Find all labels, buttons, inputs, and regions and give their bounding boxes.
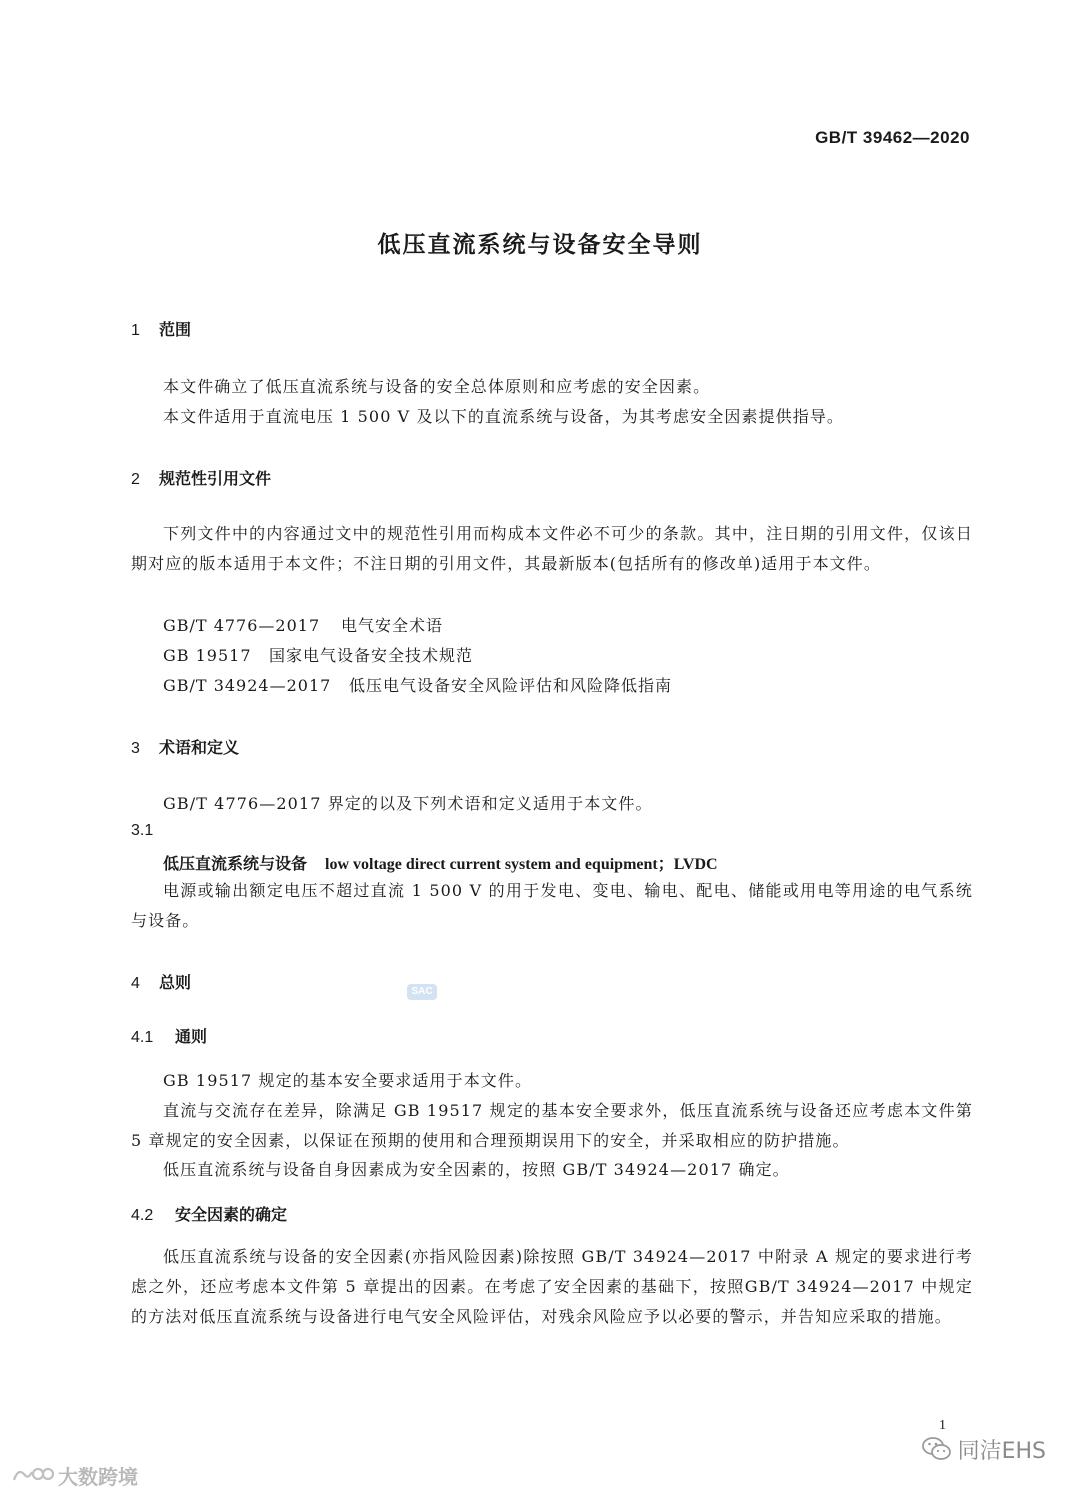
section-title: 术语和定义: [159, 738, 240, 757]
term-entry: [163, 851, 718, 874]
reference-code: GB/T 34924—2017: [163, 676, 332, 695]
logo-icon: [10, 1464, 54, 1486]
paragraph: 直流与交流存在差异，除满足 GB 19517 规定的基本安全要求外，低压直流系统与设备还应考虑本文件第 5 章规定的安全因素，以保证在预期的使用和合理预期误用下的安全，并采取相应的防护措施。: [131, 1101, 973, 1150]
brand-watermark: [10, 1462, 138, 1488]
paragraph: 下列文件中的内容通过文中的规范性引用而构成本文件必不可少的条款。其中，注日期的引用文件，仅该日期对应的版本适用于本文件；不注日期的引用文件，其最新版本(包括所有的修改单)适用于本文件。: [131, 524, 973, 573]
term-definition: 电源或输出额定电压不超过直流 1 500 V 的用于发电、变电、输电、配电、储能或用电等用途的电气系统与设备。: [131, 881, 973, 930]
term-english: low voltage direct current system and equipment；LVDC: [325, 856, 718, 873]
reference-item: [163, 643, 473, 666]
paragraph: GB 19517 规定的基本安全要求适用于本文件。: [163, 1071, 533, 1090]
subsection-number: 4.2: [131, 1207, 154, 1224]
section-title: 规范性引用文件: [159, 469, 272, 488]
paragraph: 低压直流系统与设备的安全因素(亦指风险因素)除按照 GB/T 34924—2017 中附录 A 规定的要求进行考虑之外，还应考虑本文件第 5 章提出的因素。在考虑了安全因素的基础下，按照GB/T 34924—2017 中规定的方法对低压直流系统与设备进行电气安全风险评估，对残余风险应予以必要的警示，并告知应采取的措施。: [131, 1247, 973, 1326]
document-title: 低压直流系统与设备安全导则: [377, 232, 703, 258]
subsection-4-1-heading: [131, 1024, 207, 1047]
paragraph: 低压直流系统与设备自身因素成为安全因素的，按照 GB/T 34924—2017 确定。: [163, 1160, 790, 1179]
subsection-number: 4.1: [131, 1029, 154, 1046]
clause-number: 3.1: [131, 822, 154, 839]
watermark-text: 大数跨境: [58, 1464, 138, 1489]
section-2-heading: [131, 466, 271, 489]
wechat-icon: [922, 1436, 952, 1462]
section-4-heading: [131, 970, 191, 993]
section-number: 3: [131, 740, 140, 757]
standard-code: GB/T 39462—2020: [815, 128, 970, 147]
reference-code: GB 19517: [163, 646, 252, 665]
section-title: 范围: [159, 320, 192, 339]
subsection-4-2-heading: [131, 1202, 287, 1225]
section-3-heading: [131, 735, 239, 758]
term-chinese: 低压直流系统与设备: [163, 854, 308, 873]
paragraph: 本文件适用于直流电压 1 500 V 及以下的直流系统与设备，为其考虑安全因素提供指导。: [163, 407, 845, 426]
section-number: 1: [131, 322, 140, 339]
reference-code: GB/T 4776—2017: [163, 616, 321, 635]
reference-name: 电气安全术语: [341, 616, 444, 635]
reference-item: [163, 673, 672, 696]
watermark-text: 同洁EHS: [957, 1438, 1046, 1464]
section-number: 4: [131, 975, 140, 992]
section-1-heading: [131, 317, 191, 340]
subsection-title: 安全因素的确定: [175, 1205, 288, 1224]
reference-item: [163, 613, 443, 636]
wechat-watermark: [922, 1434, 1046, 1464]
paragraph: GB/T 4776—2017 界定的以及下列术语和定义适用于本文件。: [163, 794, 653, 813]
reference-name: 低压电气设备安全风险评估和风险降低指南: [349, 676, 673, 695]
reference-name: 国家电气设备安全技术规范: [269, 646, 474, 665]
sac-watermark: SAC: [407, 984, 437, 1000]
paragraph: 本文件确立了低压直流系统与设备的安全总体原则和应考虑的安全因素。: [163, 377, 711, 396]
subsection-title: 通则: [175, 1027, 208, 1046]
page-number: 1: [939, 1418, 946, 1433]
section-number: 2: [131, 471, 140, 488]
section-title: 总则: [159, 973, 192, 992]
